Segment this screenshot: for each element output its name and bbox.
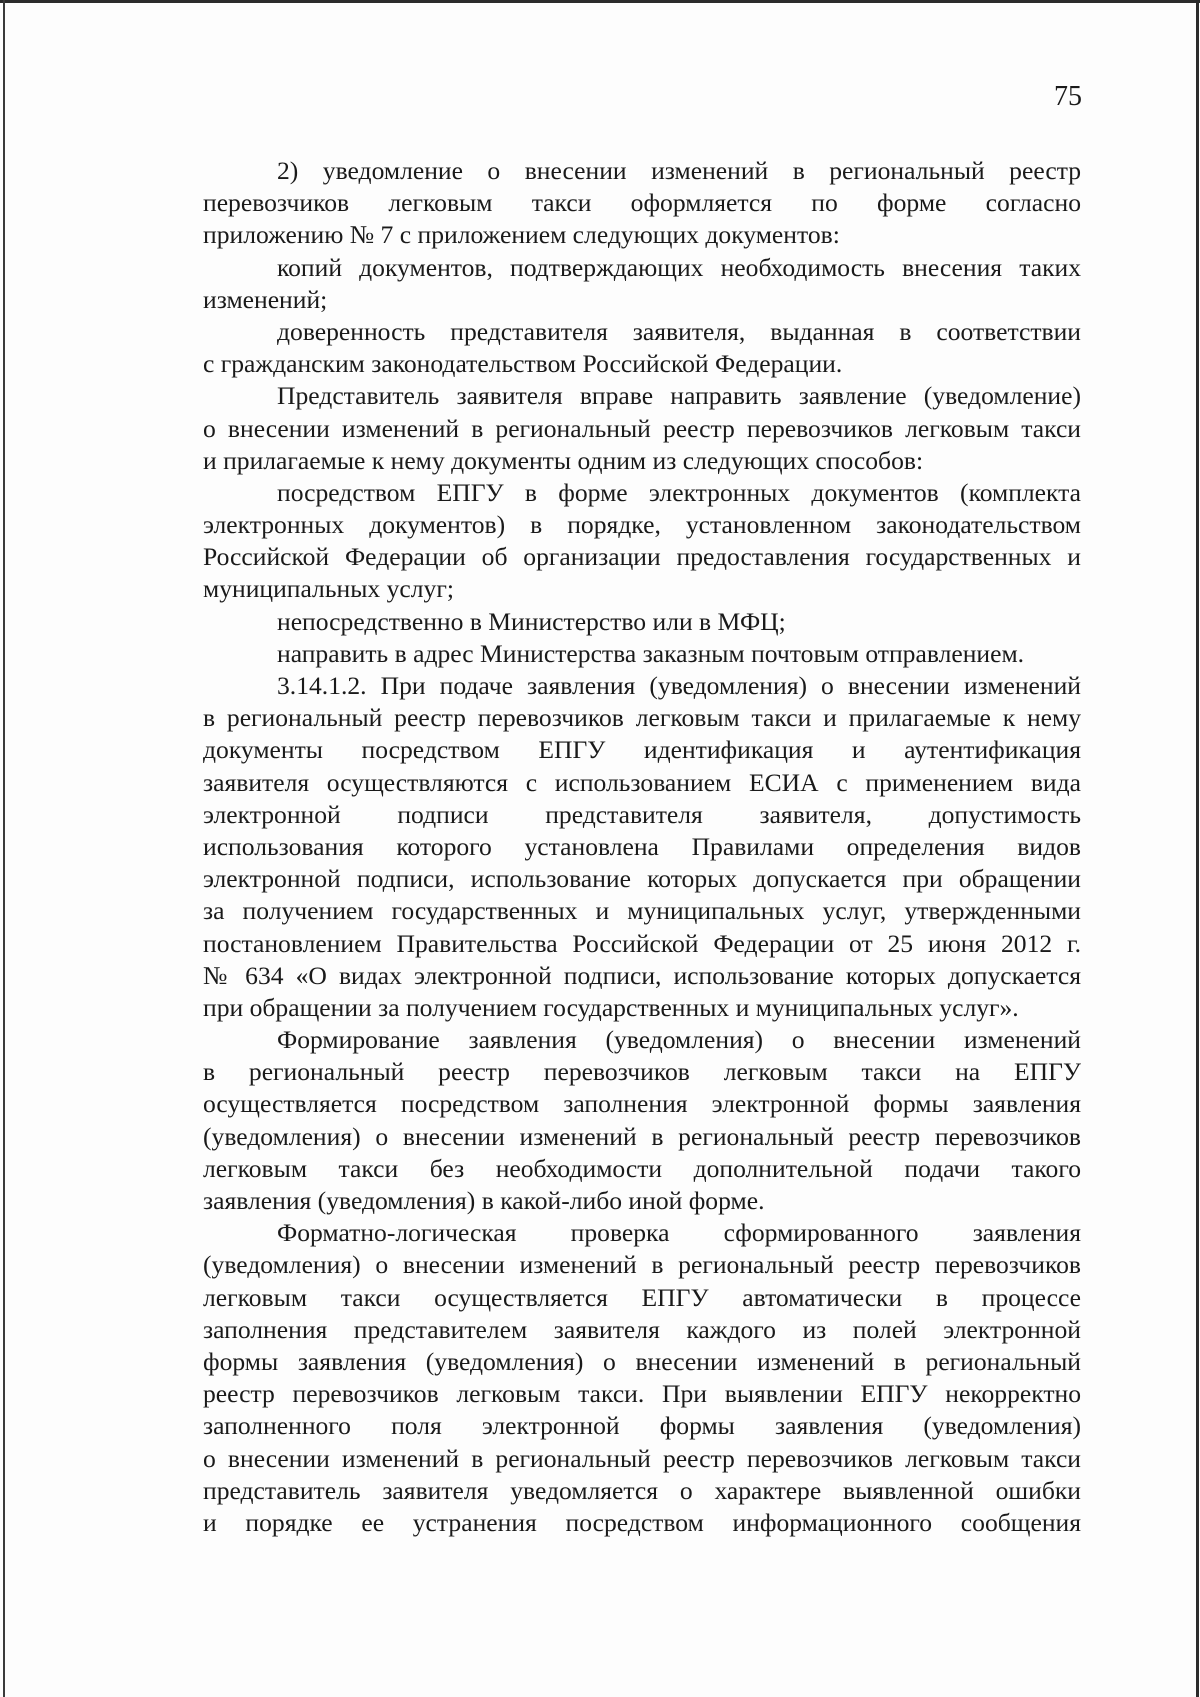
text-line: в региональный реестр перевозчиков легковым такси на ЕПГУ — [203, 1057, 1081, 1087]
text-line: посредством ЕПГУ в форме электронных документов (комплекта — [277, 477, 1081, 507]
text-line: постановлением Правительства Российской Федерации от 25 июня 2012 г. — [203, 928, 1081, 958]
body-text — [203, 155, 1081, 1539]
text-line: реестр перевозчиков легковым такси. При выявлении ЕПГУ некорректно — [203, 1379, 1081, 1409]
text-line: копий документов, подтверждающих необходимость внесения таких — [277, 252, 1081, 282]
text-line: легковым такси без необходимости дополнительной подачи такого — [203, 1153, 1081, 1183]
text-line: Российской Федерации об организации предоставления государственных и — [203, 542, 1081, 572]
text-line: формы заявления (уведомления) о внесении изменений в региональный — [203, 1346, 1081, 1376]
text-line: электронных документов) в порядке, установленном законодательством — [203, 510, 1081, 540]
text-line: заполнения представителем заявителя каждого из полей электронной — [203, 1314, 1081, 1344]
page-number: 75 — [1054, 81, 1082, 112]
scan-border-top — [0, 0, 1200, 3]
text-line: документы посредством ЕПГУ идентификация и аутентификация — [203, 735, 1081, 765]
text-line: заполненного поля электронной формы заявления (уведомления) — [203, 1411, 1081, 1441]
text-line: за получением государственных и муниципальных услуг, утвержденными — [203, 896, 1081, 926]
text-line: непосредственно в Министерство или в МФЦ; — [277, 606, 786, 636]
scan-border-left — [3, 0, 5, 1697]
text-line: представитель заявителя уведомляется о характере выявленной ошибки — [203, 1475, 1081, 1505]
text-line: при обращении за получением государственных и муниципальных услуг». — [203, 992, 1019, 1022]
text-line: 2) уведомление о внесении изменений в региональный реестр — [277, 156, 1081, 185]
text-line: Форматно-логическая проверка сформированного заявления — [277, 1218, 1081, 1248]
text-line: изменений; — [203, 284, 328, 314]
text-line: Формирование заявления (уведомления) о внесении изменений — [277, 1025, 1081, 1055]
text-line: о внесении изменений в региональный реестр перевозчиков легковым такси — [203, 1443, 1081, 1473]
text-line: (уведомления) о внесении изменений в региональный реестр перевозчиков — [203, 1121, 1081, 1151]
text-line: муниципальных услуг; — [203, 574, 454, 604]
text-line: заявления (уведомления) в какой-либо иной форме. — [203, 1186, 765, 1215]
text-line: приложению № 7 с приложением следующих документов: — [203, 220, 840, 250]
text-line: 3.14.1.2. При подаче заявления (уведомления) о внесении изменений — [277, 671, 1081, 700]
text-line: легковым такси осуществляется ЕПГУ автоматически в процессе — [203, 1282, 1081, 1312]
text-line: Представитель заявителя вправе направить заявление (уведомление) — [277, 381, 1081, 411]
text-line: осуществляется посредством заполнения электронной формы заявления — [203, 1089, 1081, 1119]
text-line: перевозчиков легковым такси оформляется по форме согласно — [203, 188, 1081, 218]
text-line: о внесении изменений в региональный реестр перевозчиков легковым такси — [203, 413, 1081, 443]
text-line: использования которого установлена Правилами определения видов — [203, 831, 1081, 861]
text-line: заявителя осуществляются с использованием ЕСИА с применением вида — [203, 767, 1081, 797]
text-line: с гражданским законодательством Российской Федерации. — [203, 349, 843, 379]
scan-border-right — [1196, 0, 1199, 1697]
text-line: доверенность представителя заявителя, выданная в соответствии — [277, 316, 1081, 346]
text-line: № 634 «О видах электронной подписи, использование которых допускается — [203, 960, 1081, 990]
text-line: электронной подписи, использование которых допускается при обращении — [203, 864, 1081, 894]
text-line: и порядке ее устранения посредством информационного сообщения — [203, 1507, 1081, 1537]
text-line: электронной подписи представителя заявителя, допустимость — [203, 799, 1081, 829]
text-line: и прилагаемые к нему документы одним из следующих способов: — [203, 445, 924, 475]
text-line: (уведомления) о внесении изменений в региональный реестр перевозчиков — [203, 1250, 1081, 1280]
text-line: в региональный реестр перевозчиков легковым такси и прилагаемые к нему — [203, 703, 1081, 733]
text-line: направить в адрес Министерства заказным почтовым отправлением. — [277, 638, 1025, 668]
